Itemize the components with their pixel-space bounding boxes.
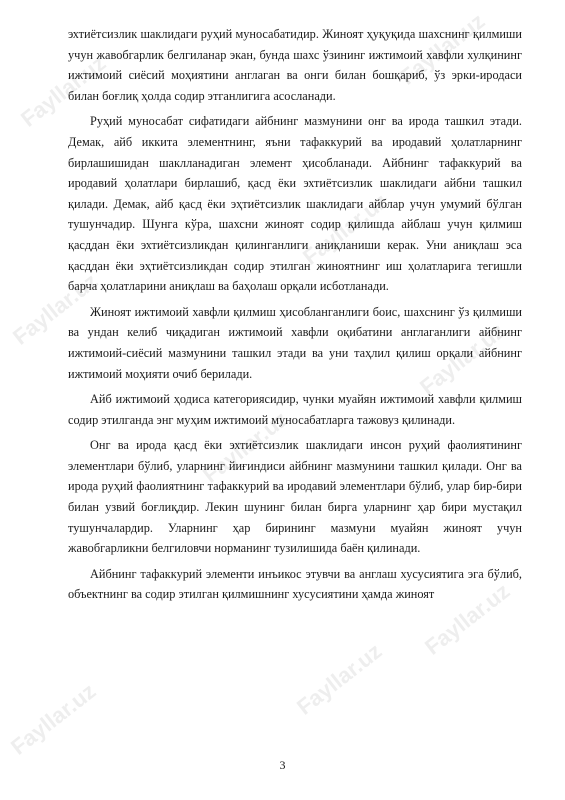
watermark: Fayllar.uz (8, 268, 103, 350)
paragraph: Онг ва ирода қасд ёки эхтиётсизлик шаклидаги инсон руҳий фаолиятининг элементлари бўлиб, уларнинг йиғиндиси айбнинг мазмунини ташкил қилади. Онг ва ирода руҳий фаолиятнинг тафаккурий ва иродавий элементлари бўлиб, улар бир-бири билан узвий боғлиқдир. Лекин шунинг билан бирга уларнинг ҳар бири мустақил тушунчалардир. Уларнинг ҳар бирининг мазмуни муайян жиноят учун жавобгарликни белгиловчи норманинг тузилишида баён қилинади. (68, 438, 522, 556)
paragraph: Руҳий муносабат сифатидаги айбнинг мазмунини онг ва ирода ташкил этади. Демак, айб иккита элементнинг, яъни тафаккурий ва иродавий ҳолатларнинг бирлашишидан шаклланадиган элемент ҳисобланади. Айбнинг тафаккурий ва иродавий ҳолатлари бирлашиб, қасд ёки эхтиётсизлик шаклидаги айбни ташкил қилади. Демак, айб қасд ёки эҳтиётсизлик шаклидаги айблар учун умумий бўлган тушунчадир. Шунга кўра, шахсни жиноят содир қилишда айблаш учун қилмиш қасддан ёки эхтиётсизликдан қилинганлиги аниқланиши керак. Уни аниқлаш эса қасддан ёки эҳтиётсизликдан содир этилган жиноятнинг иш ҳолатларига тегишли барча ҳолатларини аниқлаш ва баҳолаш орқали исботланади. (68, 114, 522, 294)
watermark: Fayllar.uz (395, 8, 490, 90)
watermark: Fayllar.uz (6, 678, 101, 760)
watermark: Fayllar.uz (198, 406, 293, 488)
watermark: Fayllar.uz (292, 638, 387, 720)
watermark: Fayllar.uz (298, 188, 393, 270)
paragraph: эхтиётсизлик шаклидаги руҳий муносабатидир. Жиноят ҳуқуқида шахснинг қилмиши учун жавобгарлик белгиланар экан, бунда шахс ўзининг ижтимоий хавфли хулқининг ижтимоий сиёсий моҳиятини англаган ва онги билан бошқариб, ўз эрки-иродаси билан боғлиқ ҳолда содир этганлигига асосланади. (68, 27, 522, 103)
paragraph: Айбнинг тафаккурий элементи инъикос этувчи ва англаш хусусиятига эга бўлиб, объектнинг ва содир этилган қилмишнинг хусусиятини ҳамда жиноят (68, 566, 522, 602)
page-number: 3 (279, 758, 286, 772)
paragraph: Айб ижтимоий ҳодиса категориясидир, чунки муайян ижтимоий хавфли қилмиш содир этилганда энг муҳим ижтимоий муносабатларга тажовуз қилинади. (68, 392, 522, 427)
watermark: Fayllar.uz (420, 578, 515, 660)
body-text (68, 24, 522, 605)
watermark: Fayllar.uz (16, 50, 111, 132)
paragraph: Жиноят ижтимоий хавфли қилмиш ҳисобланганлиги боис, шахснинг ўз қилмиши ва ундан келиб чиқадиган ижтимоий хавфли оқибатини англаганлиги айбнинг ижтимоий-сиёсий мазмунини ташкил этади ва уни таҳлил қилиш орқали айбнинг ижтимоий моҳияти очиб берилади. (68, 304, 522, 381)
watermark: Fayllar.uz (415, 318, 510, 400)
